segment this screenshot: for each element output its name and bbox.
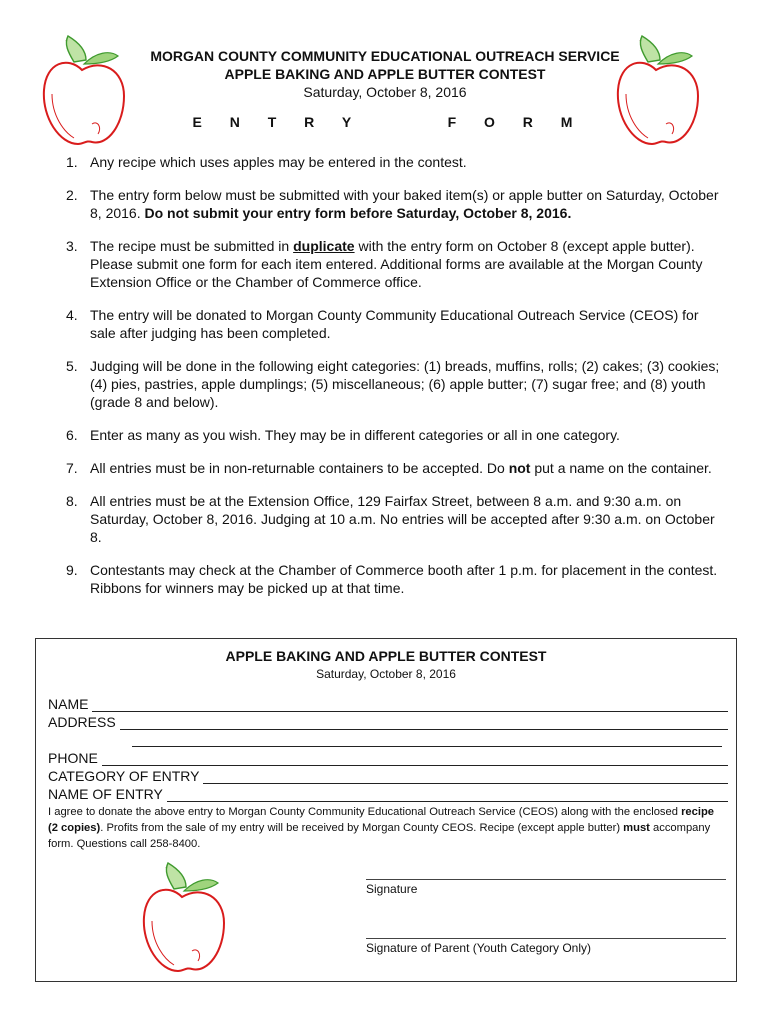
agreement-part: I agree to donate the above entry to Morgan County Community Educational Outreach Service (CEOS) along with the enclosed	[48, 806, 682, 818]
rule-text: put a name on the container.	[530, 460, 712, 476]
phone-label: PHONE	[48, 750, 98, 766]
category-field[interactable]	[48, 768, 728, 784]
category-line[interactable]	[203, 770, 728, 784]
form-title: APPLE BAKING AND APPLE BUTTER CONTEST	[225, 648, 547, 664]
list-number: 8.	[66, 493, 78, 509]
rules-list	[66, 153, 726, 612]
agreement-bold: recipe (2 copies)	[48, 806, 715, 834]
rule-bold-text: Do not submit your entry form before Saturday, October 8, 2016.	[144, 205, 572, 221]
list-number: 3.	[66, 238, 78, 254]
list-number: 1.	[66, 154, 78, 170]
list-number: 9.	[66, 562, 78, 578]
list-item	[66, 426, 726, 444]
rule-text: The entry will be donated to Morgan County Community Educational Outreach Service (CEOS) for sale after judging has been completed.	[90, 307, 699, 341]
list-item	[66, 237, 726, 291]
rule-text: Contestants may check at the Chamber of Commerce booth after 1 p.m. for placement in the contest. Ribbons for winners may be picked up at that time.	[90, 562, 718, 596]
rule-text: The entry form below must be submitted with your baked item(s) or apple butter on Saturday, October 8, 2016.	[90, 187, 719, 221]
agreement-part: . Profits from the sale of my entry will be received by Morgan County CEOS. Recipe (except apple butter)	[100, 822, 624, 834]
rule-text: Enter as many as you wish. They may be in different categories or all in one category.	[90, 427, 620, 443]
category-label: CATEGORY OF ENTRY	[48, 768, 200, 784]
parent-signature-label: Signature of Parent (Youth Category Only)	[366, 941, 592, 955]
signature-line[interactable]	[366, 879, 726, 880]
list-number: 4.	[66, 307, 78, 323]
phone-line[interactable]	[102, 752, 728, 766]
list-item	[66, 492, 726, 546]
contest-title: APPLE BAKING AND APPLE BUTTER CONTEST	[224, 66, 546, 82]
rule-emphasis: duplicate	[293, 238, 355, 254]
org-title: MORGAN COUNTY COMMUNITY EDUCATIONAL OUTREACH SERVICE	[150, 48, 620, 64]
entry-form-box	[35, 638, 737, 982]
address-line[interactable]	[120, 716, 728, 730]
entry-form-title: E N T R Y F O R M	[192, 114, 578, 130]
rule-text: The recipe must be submitted in	[90, 238, 294, 254]
entry-name-field[interactable]	[48, 786, 728, 802]
address-line-2[interactable]	[132, 733, 722, 747]
agreement-bold: must	[623, 822, 650, 834]
address-line-2-rule[interactable]	[132, 733, 722, 747]
agreement-text	[48, 804, 718, 852]
address-field[interactable]	[48, 714, 728, 730]
rule-text: All entries must be in non-returnable containers to be accepted. Do	[90, 460, 509, 476]
list-item	[66, 561, 726, 597]
apple-icon	[132, 861, 236, 977]
apple-icon	[38, 34, 130, 150]
address-label: ADDRESS	[48, 714, 116, 730]
rule-text: Judging will be done in the following eight categories: (1) breads, muffins, rolls; (2) cakes; (3) cookies; (4) pies, pastries, apple dumplings; (5) miscellaneous; (6) apple butter; (7) sugar free; and (8) youth (grade 8 and below).	[90, 358, 720, 410]
rule-text: with the entry form on October 8 (except apple butter). Please submit one form for each item entered. Additional forms are available at the Morgan County Extension Office or the Chamber of Commerce office.	[90, 238, 703, 290]
list-number: 5.	[66, 358, 78, 374]
rule-emphasis: not	[508, 460, 531, 476]
signature-label: Signature	[366, 882, 418, 896]
rule-text: Any recipe which uses apples may be entered in the contest.	[90, 154, 467, 170]
entry-name-label: NAME OF ENTRY	[48, 786, 163, 802]
list-item	[66, 153, 726, 171]
rule-text: All entries must be at the Extension Office, 129 Fairfax Street, between 8 a.m. and 9:30 a.m. on Saturday, October 8, 2016. Judging at 10 a.m. No entries will be accepted after 9:30 a.m. on October 8.	[90, 493, 715, 545]
list-item	[66, 357, 726, 411]
contest-date: Saturday, October 8, 2016	[303, 84, 467, 100]
form-date: Saturday, October 8, 2016	[316, 667, 456, 681]
entry-name-line[interactable]	[167, 788, 728, 802]
name-field[interactable]	[48, 696, 728, 712]
list-number: 6.	[66, 427, 78, 443]
name-line[interactable]	[92, 698, 728, 712]
list-item	[66, 306, 726, 342]
parent-signature-line[interactable]	[366, 938, 726, 939]
agreement-part: accompany form. Questions call 258-8400.	[48, 822, 711, 850]
list-item	[66, 459, 726, 477]
list-number: 2.	[66, 187, 78, 203]
apple-icon-bottom	[132, 861, 236, 977]
list-item	[66, 186, 726, 222]
list-number: 7.	[66, 460, 78, 476]
apple-icon-left	[38, 34, 130, 150]
phone-field[interactable]	[48, 750, 728, 766]
page-header	[120, 47, 650, 130]
name-label: NAME	[48, 696, 89, 712]
